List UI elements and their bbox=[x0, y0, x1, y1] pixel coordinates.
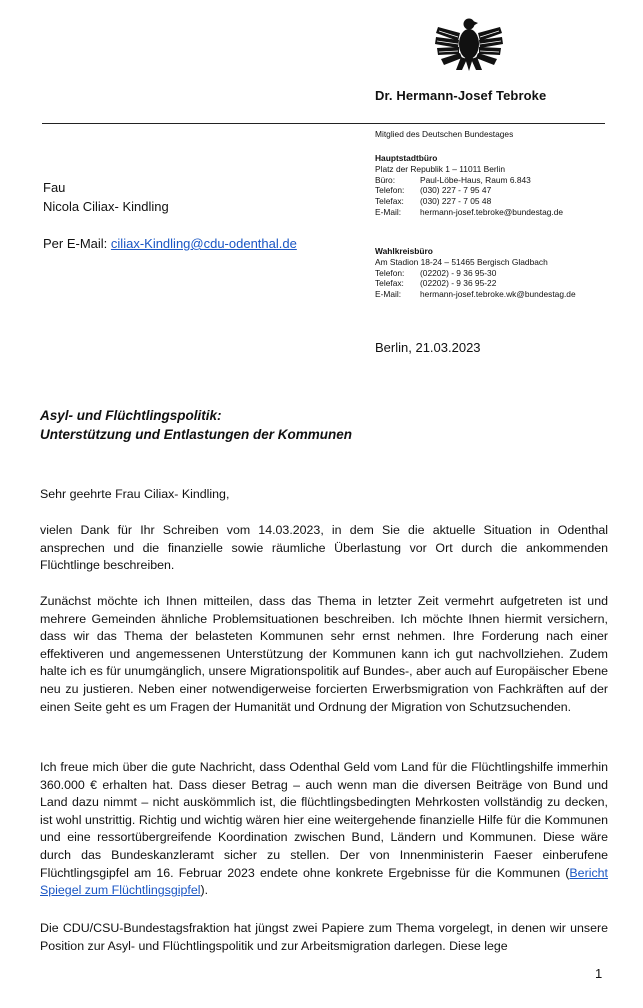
recipient-email-line bbox=[43, 236, 297, 251]
letter-date: Berlin, 21.03.2023 bbox=[375, 340, 481, 355]
constituency-office-block bbox=[375, 246, 576, 300]
office-row bbox=[375, 175, 563, 186]
office-row-label: Telefax: bbox=[375, 196, 404, 207]
constituency-office-address: Am Stadion 18-24 – 51465 Bergisch Gladbach bbox=[375, 256, 548, 267]
paragraph-text-end: ). bbox=[200, 883, 209, 898]
paragraph-text: Ich freue mich über die gute Nachricht, dass Odenthal Geld vom Land für die Flüchtlingshilfe immerhin 360.000 € erhalten hat. Dass dieser Betrag – auch wenn man die diversen Beiträge von Bund und Land dazu nimmt – nicht auskömmlich ist, die flüchtlingsbedingten Mehrkosten vollständig zu decken, ist wohl unstrittig. Richtig und wichtig wären hier eine weitergehende finanzielle Hilfe für die Kommunen und eine ressortübergreifende Koordination zwischen Bund, Ländern und Kommunen. Diese wäre durch das Bundeskanzleramt sicher zu stellen. Der von Innenministerin Faeser einberufene Flüchtlingsgipfel am 16. Februar 2023 endete ohne konkrete Ergebnisse für die Kommunen ( bbox=[40, 760, 608, 880]
letter-paragraph bbox=[40, 759, 608, 900]
capital-office-address: Platz der Republik 1 – 11011 Berlin bbox=[375, 163, 506, 174]
office-row bbox=[375, 185, 563, 196]
office-row-label: Telefax: bbox=[375, 278, 404, 289]
bundestag-eagle-icon bbox=[434, 13, 504, 73]
office-row-value: (030) 227 - 7 95 47 bbox=[420, 185, 492, 196]
office-row-value: (02202) - 9 36 95-22 bbox=[420, 278, 497, 289]
office-row-value: Paul-Löbe-Haus, Raum 6.843 bbox=[420, 174, 531, 185]
office-row bbox=[375, 268, 576, 279]
office-row-label: Büro: bbox=[375, 174, 396, 185]
subject-line-1: Asyl- und Flüchtlingspolitik: bbox=[40, 408, 222, 423]
capital-office-heading: Hauptstadtbüro bbox=[375, 153, 438, 163]
recipient-name: Nicola Ciliax- Kindling bbox=[43, 199, 169, 214]
office-row-label: Telefon: bbox=[375, 185, 405, 196]
letter-paragraph: vielen Dank für Ihr Schreiben vom 14.03.2023, in dem Sie die aktuelle Situation in Odenthal ansprechen und die finanzielle sowie räumliche Überlastung vor Ort durch die ankommenden Flüchtlinge beschreiben. bbox=[40, 523, 608, 573]
office-row bbox=[375, 289, 576, 300]
constituency-office-heading: Wahlkreisbüro bbox=[375, 246, 433, 256]
office-row bbox=[375, 196, 563, 207]
office-email[interactable]: hermann-josef.tebroke.wk@bundestag.de bbox=[420, 289, 576, 300]
office-email[interactable]: hermann-josef.tebroke@bundestag.de bbox=[420, 206, 564, 217]
letter-greeting: Sehr geehrte Frau Ciliax- Kindling, bbox=[40, 487, 230, 501]
recipient-email-prefix: Per E-Mail: bbox=[43, 236, 108, 251]
letter-paragraph: Zunächst möchte ich Ihnen mitteilen, dass das Thema in letzter Zeit vermehrt aufgetreten ist und mehrere Gemeinden ähnliche Problemsituationen beschreiben. Ich möchte Ihnen hiermit versichern, dass wir das Thema der belasteten Kommunen sehr ernst nehmen. Ihre Forderung nach einer effektiveren und angemessenen Unterstützung der Kommunen kann ich gut nachvollziehen. Zudem halte ich es für unumgänglich, unsere Migrationspolitik auf Bundes-, aber auch auf Europäischer Ebene neu zu justieren. Neben einer notwendigerweise forcierten Erwerbsmigration von Fachkräften auf der einen Seite geht es um Fragen der Humanität und Ordnung der Migration von Schutzsuchenden. bbox=[40, 594, 608, 714]
office-row-value: (02202) - 9 36 95-30 bbox=[420, 267, 497, 278]
office-row bbox=[375, 278, 576, 289]
subject-line-2: Unterstützung und Entlastungen der Kommunen bbox=[40, 427, 352, 442]
recipient-email-link[interactable]: ciliax-Kindling@cdu-odenthal.de bbox=[110, 236, 297, 251]
header-rule bbox=[42, 123, 605, 124]
office-row-label: Telefon: bbox=[375, 267, 405, 278]
office-row-label: E-Mail: bbox=[375, 206, 402, 217]
capital-office-block bbox=[375, 153, 563, 218]
mp-role: Mitglied des Deutschen Bundestages bbox=[375, 129, 514, 139]
office-row-label: E-Mail: bbox=[375, 289, 402, 300]
office-row-value: (030) 227 - 7 05 48 bbox=[420, 196, 492, 207]
letter-subject bbox=[40, 406, 352, 444]
page-number: 1 bbox=[595, 966, 603, 981]
recipient-salutation: Fau bbox=[43, 180, 66, 195]
office-row bbox=[375, 207, 563, 218]
letter-paragraph: Die CDU/CSU-Bundestagsfraktion hat jüngst zwei Papiere zum Thema vorgelegt, in denen wir unsere Position zur Asyl- und Flüchtlingspolitik und zur Arbeitsmigration darlegen. Diese lege bbox=[40, 921, 608, 953]
mp-name: Dr. Hermann-Josef Tebroke bbox=[375, 88, 547, 103]
spiegel-report-link[interactable]: Bericht Spiegel zum Flüchtlingsgipfel bbox=[40, 865, 608, 898]
